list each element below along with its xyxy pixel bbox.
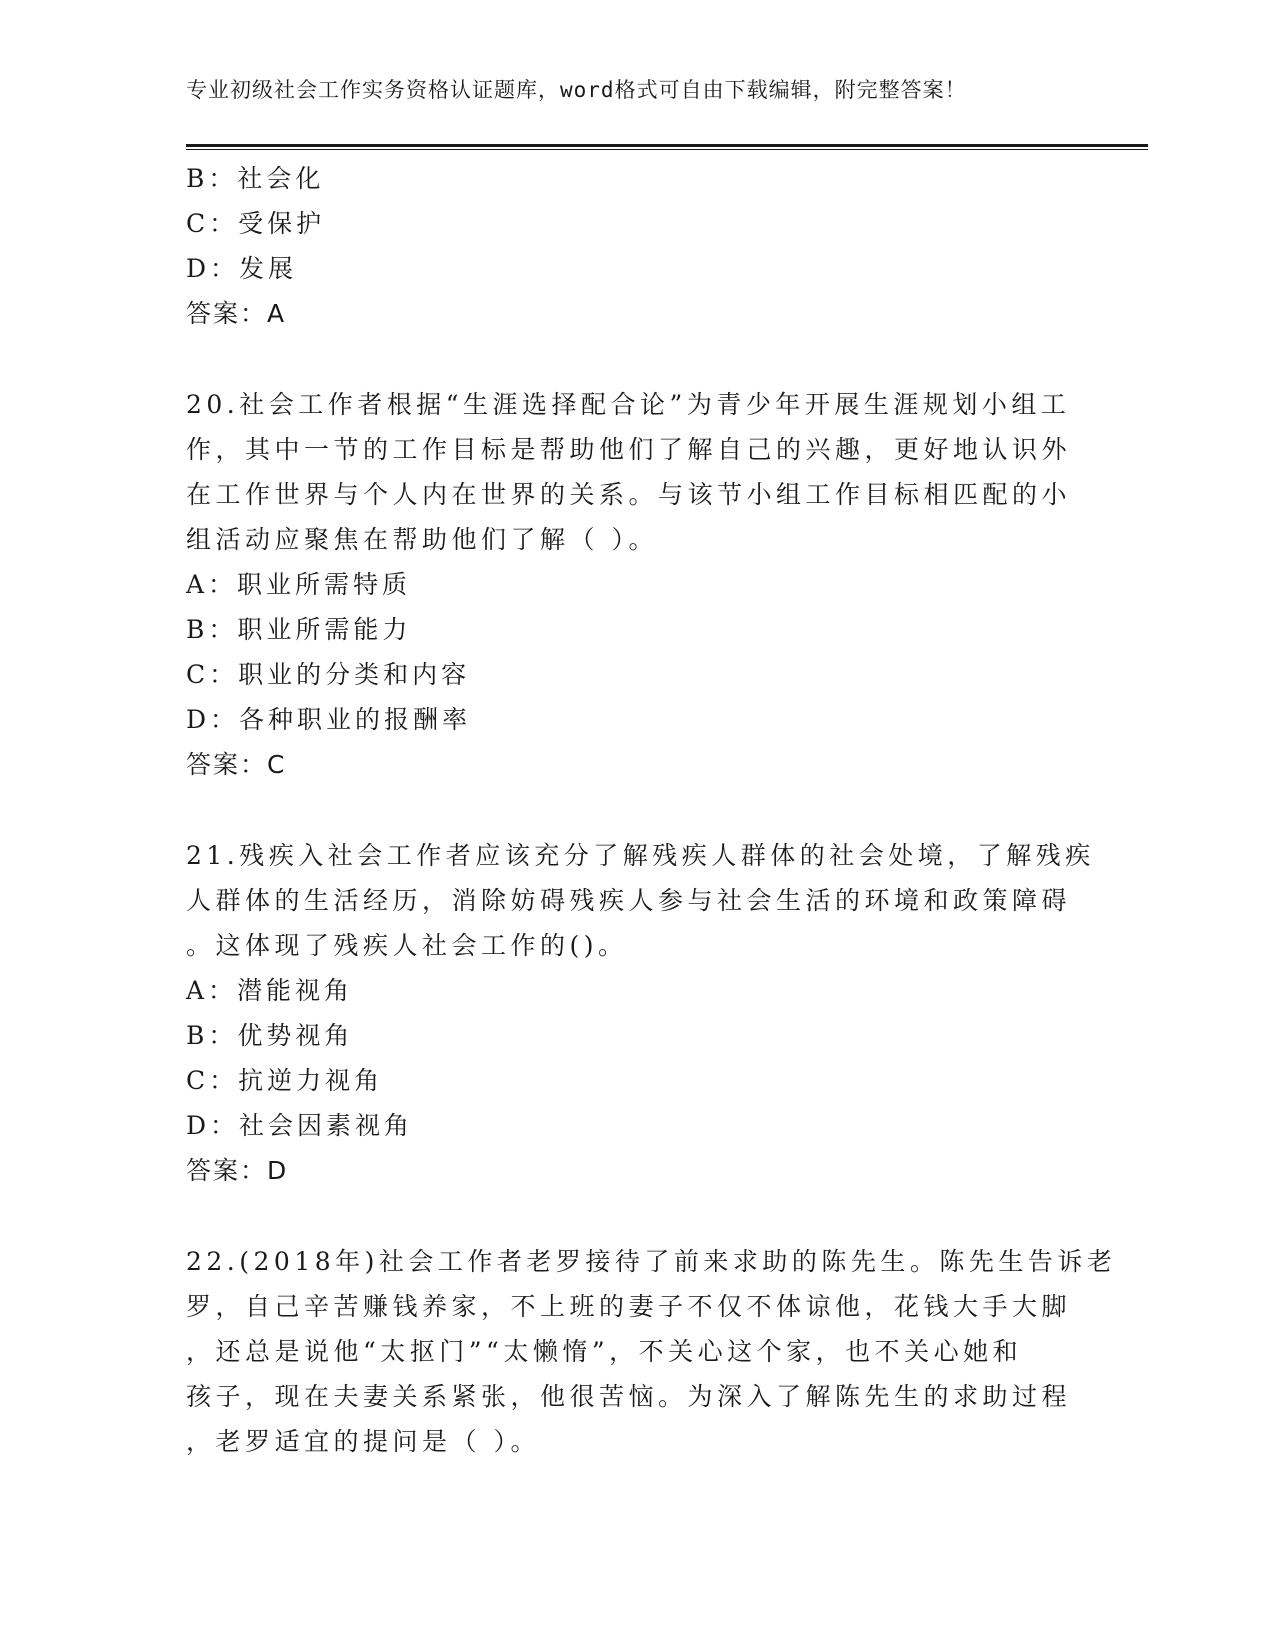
stem-line: ，还总是说他“太抠门”“太懒惰”，不关心这个家，也不关心她和 bbox=[186, 1337, 1023, 1366]
answer-line: 答案：D bbox=[186, 1156, 289, 1185]
document-body bbox=[186, 156, 1117, 1464]
stem-line: ，老罗适宜的提问是（ ）。 bbox=[186, 1427, 540, 1456]
question-22 bbox=[186, 1239, 1117, 1464]
answer-line: 答案：C bbox=[186, 750, 287, 779]
option-d: D：发展 bbox=[186, 254, 298, 283]
option-b: B：职业所需能力 bbox=[186, 615, 412, 644]
question-20 bbox=[186, 382, 1086, 787]
option-c: C：职业的分类和内容 bbox=[186, 660, 471, 689]
stem-line: 组活动应聚焦在帮助他们了解（ ）。 bbox=[186, 525, 658, 554]
stem-line: 。这体现了残疾人社会工作的()。 bbox=[186, 931, 628, 960]
option-a: A：职业所需特质 bbox=[186, 570, 412, 599]
question-stem bbox=[186, 833, 1095, 968]
stem-line: 22.(2018年)社会工作者老罗接待了前来求助的陈先生。陈先生告诉老 bbox=[186, 1247, 1117, 1276]
question-19-continuation bbox=[186, 156, 1086, 336]
stem-line: 作，其中一节的工作目标是帮助他们了解自己的兴趣，更好地认识外 bbox=[186, 435, 1072, 464]
option-c: C：抗逆力视角 bbox=[186, 1066, 384, 1095]
question-21 bbox=[186, 833, 1095, 1193]
answer-line: 答案：A bbox=[186, 299, 287, 328]
option-b: B：社会化 bbox=[186, 164, 325, 193]
stem-line: 人群体的生活经历，消除妨碍残疾人参与社会生活的环境和政策障碍 bbox=[186, 886, 1072, 915]
question-stem bbox=[186, 382, 1086, 562]
option-c: C：受保护 bbox=[186, 209, 326, 238]
stem-line: 20.社会工作者根据“生涯选择配合论”为青少年开展生涯规划小组工 bbox=[186, 390, 1071, 419]
stem-line: 21.残疾入社会工作者应该充分了解残疾人群体的社会处境，了解残疾 bbox=[186, 841, 1095, 870]
stem-line: 在工作世界与个人内在世界的关系。与该节小组工作目标相匹配的小 bbox=[186, 480, 1072, 509]
option-d: D：社会因素视角 bbox=[186, 1111, 414, 1140]
option-a: A：潜能视角 bbox=[186, 976, 354, 1005]
stem-line: 罗，自己辛苦赚钱养家，不上班的妻子不仅不体谅他，花钱大手大脚 bbox=[186, 1292, 1072, 1321]
page-header: 专业初级社会工作实务资格认证题库，word格式可自由下载编辑，附完整答案！ bbox=[186, 78, 967, 102]
option-b: B：优势视角 bbox=[186, 1021, 354, 1050]
option-d: D：各种职业的报酬率 bbox=[186, 705, 472, 734]
header-rule-thick bbox=[186, 144, 1148, 147]
header-rule-thin bbox=[186, 149, 1148, 150]
question-stem bbox=[186, 1239, 1117, 1464]
stem-line: 孩子，现在夫妻关系紧张，他很苦恼。为深入了解陈先生的求助过程 bbox=[186, 1382, 1072, 1411]
